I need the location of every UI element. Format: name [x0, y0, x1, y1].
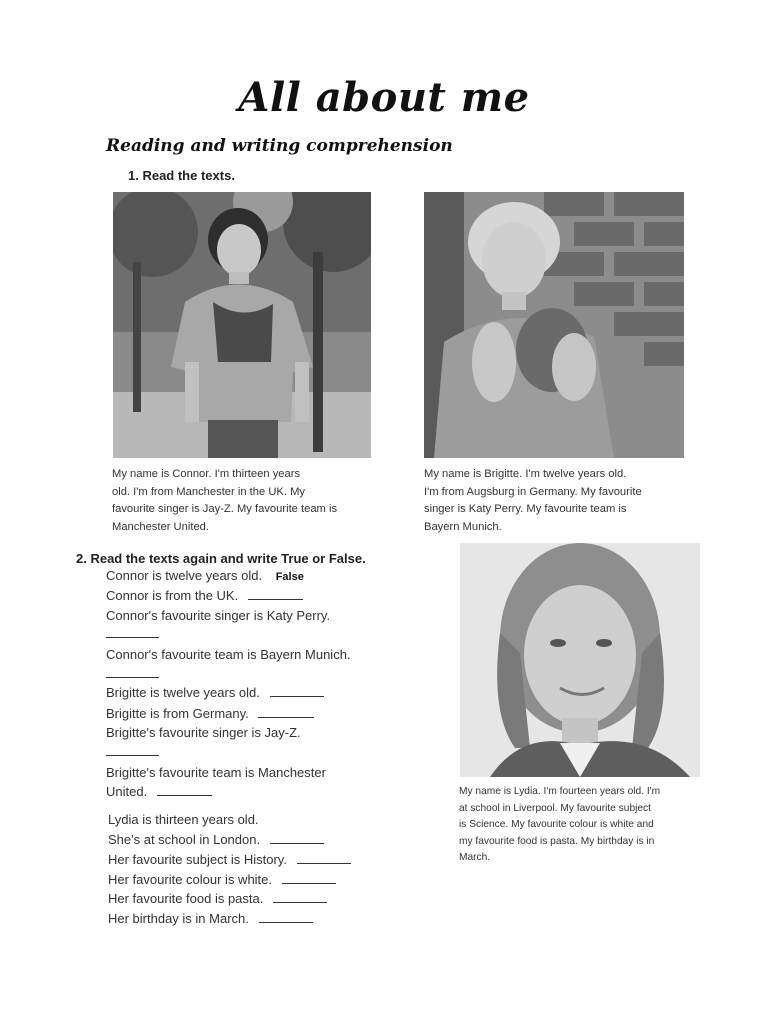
section-subtitle: Reading and writing comprehension [106, 136, 453, 156]
statement-row [108, 812, 259, 827]
answer-blank[interactable] [248, 598, 303, 600]
statement-text: Brigitte is from Germany. [106, 706, 249, 721]
statement-row [106, 647, 351, 662]
statement-text: Connor is twelve years old. [106, 568, 263, 583]
lydia-photo [460, 543, 700, 777]
caption-line: at school in Liverpool. My favourite subject [459, 802, 651, 814]
answer-blank[interactable] [106, 677, 159, 678]
statement-row [106, 685, 324, 700]
statement-row [108, 872, 336, 887]
caption-line: Manchester United. [112, 520, 210, 533]
answer-blank[interactable] [157, 794, 212, 796]
caption-line: I'm from Augsburg in Germany. My favourite [424, 485, 642, 498]
answer-blank[interactable] [259, 921, 313, 923]
statement-row [106, 608, 330, 623]
statement-text: She's at school in London. [108, 832, 261, 847]
caption-line: singer is Katy Perry. My favourite team is [424, 503, 627, 515]
statement-text: Brigitte is twelve years old. [106, 685, 260, 700]
statement-row [106, 588, 303, 603]
answer-blank[interactable] [258, 716, 314, 718]
lydia-caption [459, 784, 719, 867]
question-2-heading: 2. Read the texts again and write True or False. [76, 551, 366, 566]
statement-text: Connor's favourite singer is Katy Perry. [106, 608, 331, 623]
caption-line: old. I'm from Manchester in the UK. My [112, 485, 306, 498]
question-1-heading: 1. Read the texts. [128, 168, 235, 183]
answer-text: False [275, 571, 304, 583]
statement-text: Connor is from the UK. [106, 588, 239, 603]
statement-row [108, 832, 324, 847]
page-title: All about me [238, 74, 530, 121]
caption-line: March. [459, 852, 491, 863]
statement-text: United. [106, 784, 148, 799]
answer-blank[interactable] [270, 842, 324, 844]
answer-blank[interactable] [282, 882, 336, 884]
answer-blank[interactable] [270, 695, 324, 697]
statement-text: Lydia is thirteen years old. [108, 812, 259, 827]
caption-line: My name is Brigitte. I'm twelve years old. [424, 468, 627, 480]
statement-row [108, 891, 327, 906]
statement-row [108, 911, 313, 926]
answer-blank[interactable] [273, 901, 327, 903]
brigitte-caption [424, 466, 714, 536]
statement-row [106, 784, 212, 799]
answer-blank[interactable] [106, 755, 159, 756]
statement-text: Her favourite colour is white. [108, 872, 273, 887]
statement-row [106, 765, 326, 780]
connor-caption [112, 466, 392, 536]
caption-line: My name is Connor. I'm thirteen years [112, 468, 301, 480]
caption-line: My name is Lydia. I'm fourteen years old. I'm [459, 786, 661, 797]
statement-row [106, 568, 304, 583]
caption-line: is Science. My favourite colour is white and [459, 819, 654, 830]
statement-row [108, 852, 351, 867]
statement-text: Connor's favourite team is Bayern Munich. [106, 647, 351, 662]
brigitte-photo [424, 192, 684, 458]
caption-line: favourite singer is Jay-Z. My favourite team is [112, 503, 338, 515]
statement-text: Her favourite subject is History. [108, 852, 287, 867]
answer-blank[interactable] [297, 862, 351, 864]
statement-text: Brigitte's favourite team is Manchester [106, 765, 326, 780]
statement-text: Her birthday is in March. [108, 911, 249, 926]
statement-text: Her favourite food is pasta. [108, 891, 264, 906]
statement-row [106, 706, 314, 721]
caption-line: Bayern Munich. [424, 520, 502, 533]
statement-text: Brigitte's favourite singer is Jay-Z. [106, 725, 301, 740]
statement-row [106, 725, 301, 740]
caption-line: my favourite food is pasta. My birthday is in [459, 835, 655, 847]
connor-photo [113, 192, 371, 458]
answer-blank[interactable] [106, 637, 159, 638]
